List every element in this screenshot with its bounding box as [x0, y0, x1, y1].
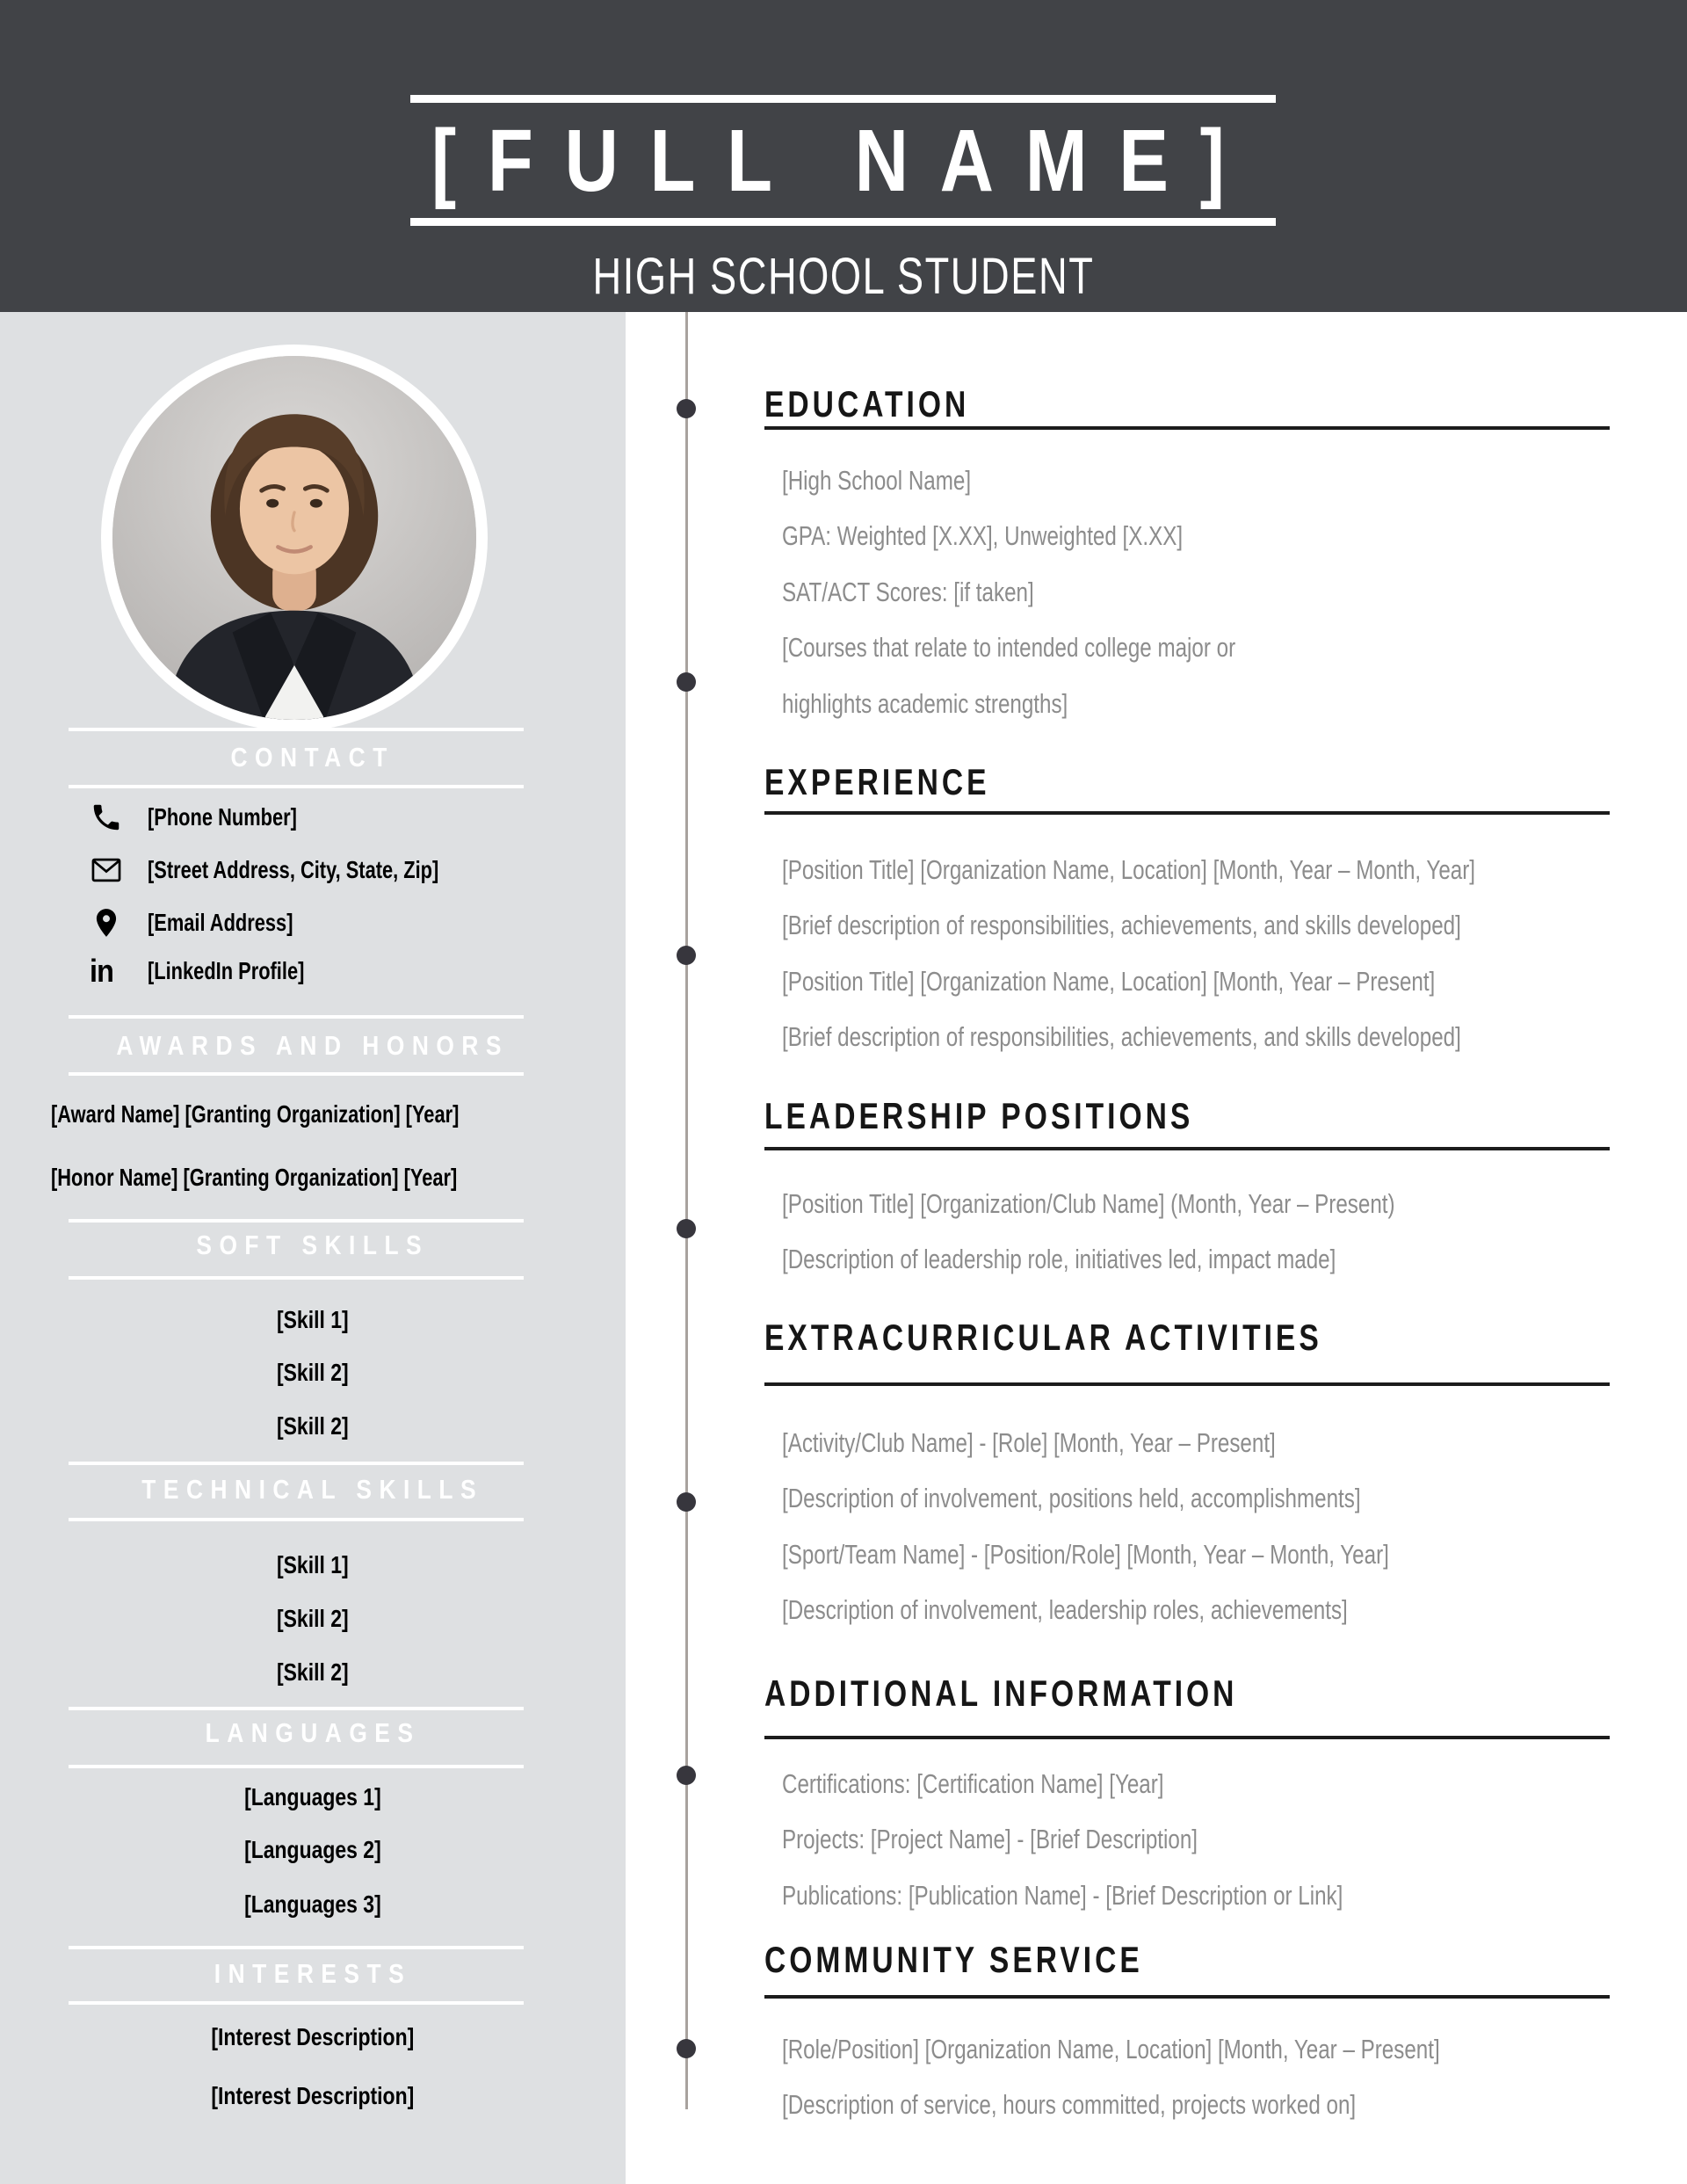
language-item: [Languages 1] [244, 1783, 381, 1810]
contact-item-phone [0, 798, 626, 837]
soft-skill-item: [Skill 1] [277, 1306, 349, 1333]
awards-heading [0, 1031, 626, 1066]
section-title-experience: EXPERIENCE [764, 761, 990, 802]
body-line: [High School Name] [782, 464, 972, 496]
divider [69, 1707, 524, 1710]
body-line: [Sport/Team Name] - [Position/Role] [Month, Year – Month, Year] [782, 1538, 1389, 1570]
body-line: Projects: [Project Name] - [Brief Description] [782, 1824, 1198, 1855]
contact-item-email [0, 903, 626, 942]
avatar-image [112, 356, 476, 720]
body-line: [Description of involvement, positions held, accomplishments] [782, 1483, 1361, 1514]
body-line: highlights academic strengths] [782, 687, 1068, 719]
timeline-dot [677, 672, 696, 692]
section-body-leadership [782, 1176, 1621, 1288]
location-pin-icon [90, 906, 123, 940]
divider [69, 728, 524, 731]
technical-skills-heading [0, 1475, 626, 1510]
timeline-dot [677, 946, 696, 965]
award-item: [Honor Name] [Granting Organization] [Year] [51, 1164, 458, 1191]
interests-heading-label: INTERESTS [214, 1958, 412, 1989]
languages-heading-label: LANGUAGES [205, 1717, 421, 1748]
contact-item-linkedin [0, 952, 626, 990]
awards-heading-label: AWARDS AND HONORS [116, 1030, 510, 1061]
technical-skills-heading-label: TECHNICAL SKILLS [141, 1474, 484, 1505]
divider [69, 1462, 524, 1465]
section-title-leadership: LEADERSHIP POSITIONS [764, 1095, 1194, 1136]
contact-heading-label: CONTACT [230, 742, 395, 773]
section-body-community-service [782, 2021, 1621, 2133]
phone-icon [90, 801, 123, 834]
header-rule-top [410, 95, 1276, 103]
body-line: [Description of leadership role, initiatives led, impact made] [782, 1244, 1336, 1275]
body-line: [Brief description of responsibilities, achievements, and skills developed] [782, 910, 1461, 941]
section-underline [764, 1736, 1610, 1739]
linkedin-icon: in [90, 953, 113, 989]
address-value: [Street Address, City, State, Zip] [148, 856, 439, 883]
soft-skill-item: [Skill 2] [277, 1412, 349, 1440]
linkedin-value: [LinkedIn Profile] [148, 957, 305, 984]
section-body-experience [782, 842, 1621, 1065]
body-line: SAT/ACT Scores: [if taken] [782, 576, 1034, 607]
body-line: Certifications: [Certification Name] [Year] [782, 1767, 1164, 1799]
soft-skills-heading [0, 1230, 626, 1266]
timeline-dot [677, 1219, 696, 1238]
sidebar [0, 312, 626, 2184]
envelope-icon [90, 853, 123, 887]
body-line: [Description of involvement, leadership roles, achievements] [782, 1594, 1348, 1626]
divider [69, 1072, 524, 1076]
timeline-dot [677, 1766, 696, 1785]
section-body-education [782, 453, 1621, 732]
body-line: GPA: Weighted [X.XX], Unweighted [X.XX] [782, 520, 1184, 552]
header-subtitle: HIGH SCHOOL STUDENT [592, 248, 1095, 305]
body-line: [Activity/Club Name] - [Role] [Month, Year – Present] [782, 1426, 1276, 1458]
section-title-additional-information: ADDITIONAL INFORMATION [764, 1672, 1238, 1714]
divider [69, 2001, 524, 2005]
section-body-additional-information [782, 1756, 1621, 1924]
language-item: [Languages 2] [244, 1836, 381, 1863]
section-title-education: EDUCATION [764, 383, 970, 424]
interest-item: [Interest Description] [211, 2082, 415, 2109]
page-title: [FULL NAME] [431, 112, 1256, 210]
divider [69, 1946, 524, 1949]
section-underline [764, 811, 1610, 815]
contact-heading [0, 743, 626, 778]
interest-item: [Interest Description] [211, 2023, 415, 2050]
divider [69, 1219, 524, 1223]
body-line: [Position Title] [Organization Name, Location] [Month, Year – Month, Year] [782, 853, 1476, 885]
body-line: [Courses that relate to intended college major or [782, 632, 1236, 664]
profile-photo [101, 345, 488, 731]
header-rule-bottom [410, 218, 1276, 226]
section-title-community-service: COMMUNITY SERVICE [764, 1939, 1143, 1980]
section-underline [764, 426, 1610, 430]
section-underline [764, 1995, 1610, 1999]
timeline-dot [677, 399, 696, 418]
divider [69, 1015, 524, 1019]
languages-heading [0, 1718, 626, 1753]
email-value: [Email Address] [148, 909, 293, 936]
timeline-dot [677, 2039, 696, 2058]
technical-skill-item: [Skill 1] [277, 1551, 349, 1578]
body-line: Publications: [Publication Name] - [Brief Description or Link] [782, 1879, 1343, 1911]
page-title-row [0, 112, 1687, 236]
technical-skill-item: [Skill 2] [277, 1658, 349, 1686]
section-title-extracurricular: EXTRACURRICULAR ACTIVITIES [764, 1317, 1322, 1358]
body-line: [Position Title] [Organization Name, Location] [Month, Year – Present] [782, 965, 1436, 997]
soft-skill-item: [Skill 2] [277, 1359, 349, 1386]
award-item: [Award Name] [Granting Organization] [Year] [51, 1100, 460, 1128]
contact-item-address [0, 851, 626, 889]
interests-heading [0, 1959, 626, 1994]
technical-skill-item: [Skill 2] [277, 1605, 349, 1632]
body-line: [Position Title] [Organization/Club Name] (Month, Year – Present) [782, 1187, 1395, 1219]
phone-value: [Phone Number] [148, 803, 297, 831]
header [0, 0, 1687, 312]
section-underline [764, 1147, 1610, 1150]
section-body-extracurricular [782, 1415, 1621, 1638]
timeline-line [685, 312, 688, 2109]
language-item: [Languages 3] [244, 1890, 381, 1918]
divider [69, 785, 524, 788]
timeline-dot [677, 1492, 696, 1512]
soft-skills-heading-label: SOFT SKILLS [196, 1230, 430, 1260]
divider [69, 1518, 524, 1521]
divider [69, 1276, 524, 1280]
header-subtitle-row [0, 248, 1687, 316]
body-line: [Description of service, hours committed, projects worked on] [782, 2089, 1357, 2121]
body-line: [Role/Position] [Organization Name, Location] [Month, Year – Present] [782, 2033, 1440, 2064]
body-line: [Brief description of responsibilities, achievements, and skills developed] [782, 1021, 1461, 1053]
divider [69, 1765, 524, 1768]
section-underline [764, 1382, 1610, 1386]
